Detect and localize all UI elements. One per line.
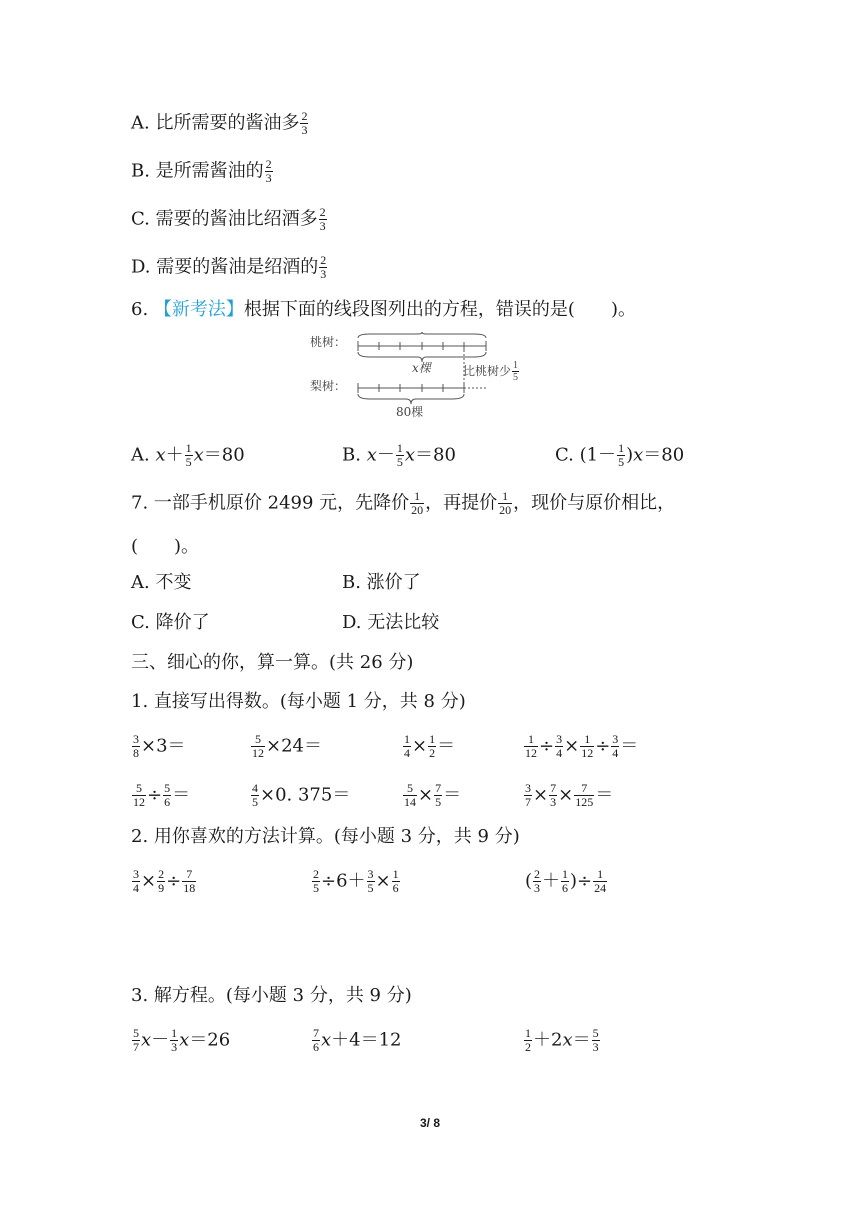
q5-option-d: D. 需要的酱油是绍酒的 $\frac{2}{3}$ <box>131 253 327 282</box>
q6-option-b: B. x－ $\frac{1}{5}$ x＝80 <box>342 441 456 470</box>
compute-2: $\frac{2}{5}$ ÷6＋ $\frac{3}{5}$ × $\frac{1}{6}$ <box>313 867 399 896</box>
section3-sub1: 1. 直接写出得数。(每小题 1 分，共 8 分) <box>131 691 466 712</box>
calc-8: $\frac{3}{7}$ × $\frac{7}{3}$ × $\frac{7}{125}$ ＝ <box>525 781 614 810</box>
equation-2: $\frac{7}{6}$ x＋4＝12 <box>313 1026 402 1055</box>
pear-label: 梨树： <box>310 379 347 393</box>
q7-option-b: B. 涨价了 <box>342 572 421 593</box>
pear-count-label: 80棵 <box>396 405 424 419</box>
calc-5: $\frac{5}{12}$ ÷ $\frac{5}{6}$ ＝ <box>133 781 191 810</box>
section3-sub2: 2. 用你喜欢的方法计算。(每小题 3 分，共 9 分) <box>131 826 520 847</box>
compute-1: $\frac{3}{4}$ × $\frac{2}{9}$ ÷ $\frac{7}{18}$ <box>133 867 196 896</box>
segment-diagram <box>310 332 550 422</box>
q5-option-b: B. 是所需酱油的 $\frac{2}{3}$ <box>131 157 272 186</box>
x-trees-label: x棵 <box>412 361 431 375</box>
calc-6: $\frac{4}{5}$ ×0. 375＝ <box>252 781 351 810</box>
new-method-tag: 【新考法】 <box>153 299 244 320</box>
q7-option-d: D. 无法比较 <box>342 612 440 633</box>
calc-2: $\frac{5}{12}$ ×24＝ <box>252 732 322 761</box>
q6-option-c: C. (1－ $\frac{1}{5}$ )x＝80 <box>555 441 685 470</box>
q5-option-c: C. 需要的酱油比绍酒多 $\frac{2}{3}$ <box>131 205 326 234</box>
calc-7: $\frac{5}{14}$ × $\frac{7}{5}$ ＝ <box>404 781 462 810</box>
page-number: 3/ 8 <box>419 1116 440 1130</box>
compute-3: ( $\frac{2}{3}$ ＋ $\frac{1}{6}$ )÷ $\frac{1}{24}$ <box>525 867 607 896</box>
equation-3: $\frac{1}{2}$ ＋2x＝ $\frac{5}{3}$ <box>525 1026 599 1055</box>
q5-option-a: A. 比所需要的酱油多 $\frac{2}{3}$ <box>131 109 308 138</box>
q7-option-a: A. 不变 <box>131 572 192 593</box>
section3-sub3: 3. 解方程。(每小题 3 分，共 9 分) <box>131 985 412 1006</box>
less-than-peach-label: 比桃树少 $\frac{1}{5}$ <box>463 360 519 383</box>
q6-stem: 6. 【新考法】根据下面的线段图列出的方程，错误的是( )。 <box>131 299 636 320</box>
calc-3: $\frac{1}{4}$ × $\frac{1}{2}$ ＝ <box>404 732 456 761</box>
q7-answer-blank: ( )。 <box>131 536 200 557</box>
section3-title: 三、细心的你，算一算。(共 26 分) <box>131 652 414 673</box>
equation-1: $\frac{5}{7}$ x－ $\frac{1}{3}$ x＝26 <box>133 1026 231 1055</box>
q6-option-a: A. x＋ $\frac{1}{5}$ x＝80 <box>131 441 245 470</box>
peach-label: 桃树： <box>310 335 347 349</box>
q7-option-c: C. 降价了 <box>131 612 210 633</box>
q7-stem: 7. 一部手机原价 2499 元，先降价 $\frac{1}{20}$ ，再提价 $\frac{1}{20}$ ，现价与原价相比， <box>131 489 676 518</box>
calc-4: $\frac{1}{12}$ ÷ $\frac{3}{4}$ × $\frac{1}{12}$ ÷ $\frac{3}{4}$ ＝ <box>525 732 639 761</box>
calc-1: $\frac{3}{8}$ ×3＝ <box>133 732 186 761</box>
